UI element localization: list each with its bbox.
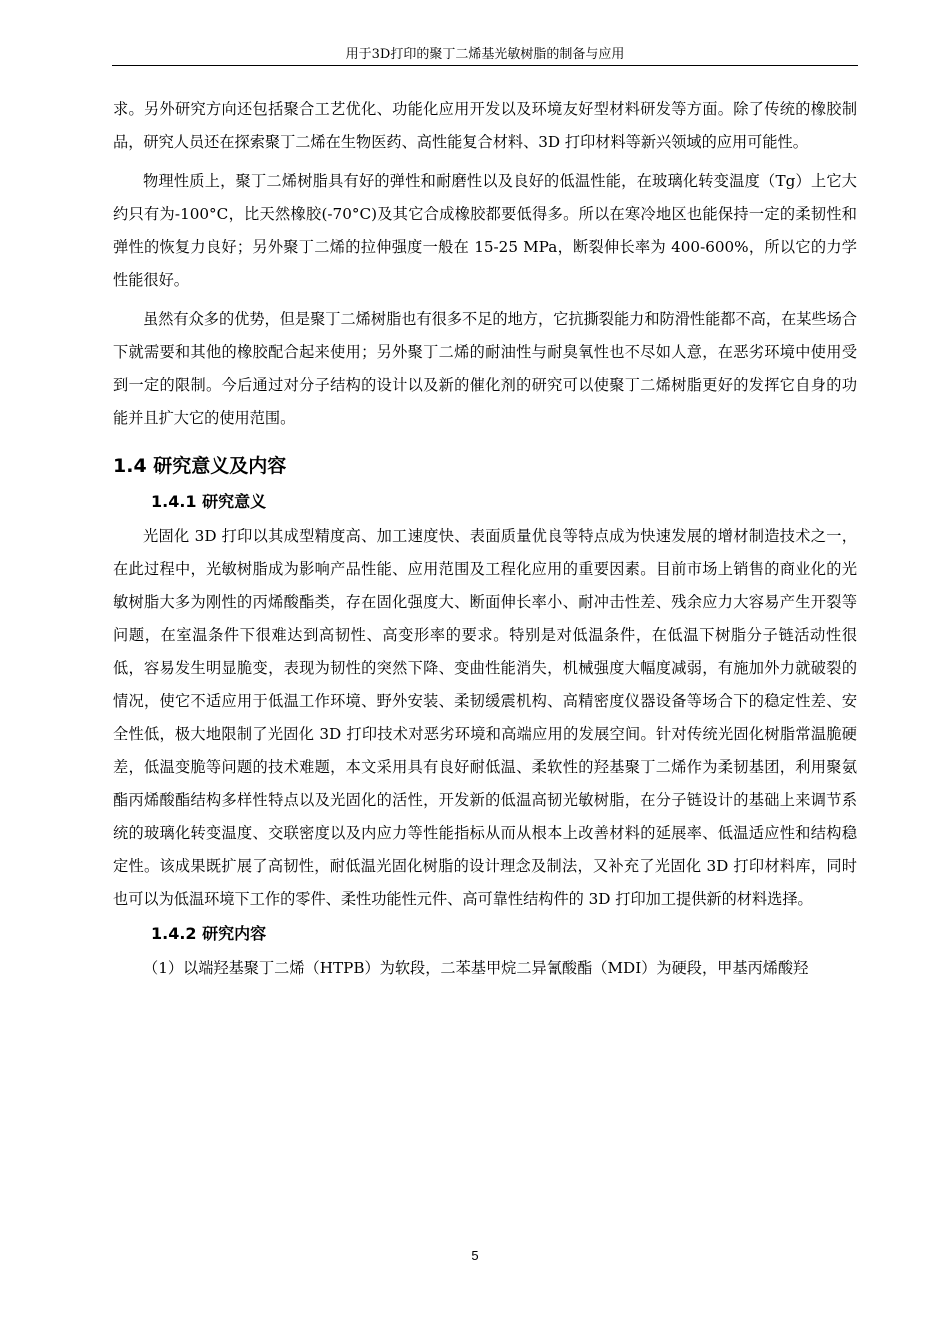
paragraph-research-significance: 光固化 3D 打印以其成型精度高、加工速度快、表面质量优良等特点成为快速发展的增材制造技术之一，在此过程中，光敏树脂成为影响产品性能、应用范围及工程化应用的重要因素。目前市场上销售的商业化的光敏树脂大多为刚性的丙烯酸酯类，存在固化强度大、断面伸长率小、耐冲击性差、残余应力大容易产生开裂等问题，在室温条件下很难达到高韧性、高变形率的要求。特别是对低温条件，在低温下树脂分子链活动性很低，容易发生明显脆变，表现为韧性的突然下降、变曲性能消失，机械强度大幅度减弱，有施加外力就破裂的情况，使它不适应用于低温工作环境、野外安装、柔韧缓震机构、高精密度仪器设备等场合下的稳定性差、安全性低，极大地限制了光固化 3D 打印技术对恶劣环境和高端应用的发展空间。针对传统光固化树脂常温脆硬差，低温变脆等问题的技术难题，本文采用具有良好耐低温、柔软性的羟基聚丁二烯作为柔韧基团，利用聚氨酯丙烯酸酯结构多样性特点以及光固化的活性，开发新的低温高韧光敏树脂，在分子链设计的基础上来调节系统的玻璃化转变温度、交联密度以及内应力等性能指标从而从根本上改善材料的延展率、低温适应性和结构稳定性。该成果既扩展了高韧性，耐低温光固化树脂的设计理念及制法，又补充了光固化 3D 打印材料库，同时也可以为低温环境下工作的零件、柔性功能性元件、高可靠性结构件的 3D 打印加工提供新的材料选择。 (113, 527, 857, 908)
subsection-heading-1-4-2: 1.4.2 研究内容 (151, 924, 267, 943)
header-rule (112, 65, 858, 66)
page-number: 5 (471, 1248, 479, 1263)
paragraph-physical-properties: 物理性质上，聚丁二烯树脂具有好的弹性和耐磨性以及良好的低温性能，在玻璃化转变温度（Tg）上它大约只有为-100°C，比天然橡胶(-70°C)及其它合成橡胶都要低得多。所以在寒冷地区也能保持一定的柔韧性和弹性的恢复力良好；另外聚丁二烯的拉伸强度一般在 15-25 MPa，断裂伸长率为 400-600%，所以它的力学性能很好。 (113, 172, 857, 289)
running-header: 用于3D打印的聚丁二烯基光敏树脂的制备与应用 (345, 47, 625, 62)
paragraph-continuation: 求。另外研究方向还包括聚合工艺优化、功能化应用开发以及环境友好型材料研发等方面。除了传统的橡胶制品，研究人员还在探索聚丁二烯在生物医药、高性能复合材料、3D 打印材料等新兴领域的应用可能性。 (113, 100, 857, 151)
page-body (113, 93, 857, 985)
subsection-heading-1-4-1: 1.4.1 研究意义 (151, 492, 267, 511)
paragraph-limitations: 虽然有众多的优势，但是聚丁二烯树脂也有很多不足的地方，它抗撕裂能力和防滑性能都不高，在某些场合下就需要和其他的橡胶配合起来使用；另外聚丁二烯的耐油性与耐臭氧性也不尽如人意，在恶劣环境中使用受到一定的限制。今后通过对分子结构的设计以及新的催化剂的研究可以使聚丁二烯树脂更好的发挥它自身的功能并且扩大它的使用范围。 (113, 310, 857, 427)
section-heading-1-4: 1.4 研究意义及内容 (113, 455, 287, 477)
paragraph-research-content: （1）以端羟基聚丁二烯（HTPB）为软段，二苯基甲烷二异氰酸酯（MDI）为硬段，甲基丙烯酸羟 (143, 959, 809, 977)
